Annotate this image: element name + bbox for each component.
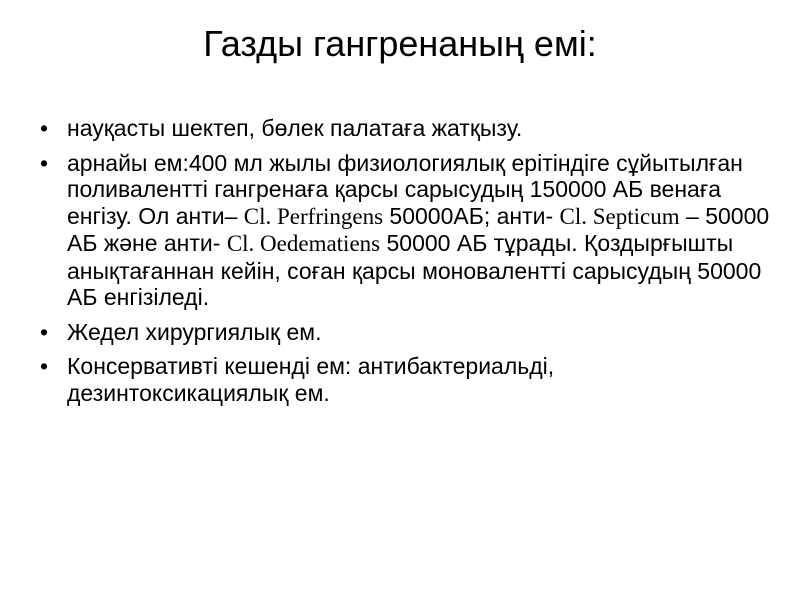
bullet-text: науқасты шектеп, бөлек палатаға жатқызу. — [67, 115, 523, 141]
organism-name: Cl. Perfringens — [243, 203, 384, 229]
bullet-text — [67, 150, 769, 311]
bullet-item — [40, 319, 770, 346]
organism-name: Cl. Oedematiens — [226, 231, 381, 256]
bullet-text-segment: 50000 АБ тұрады. Қоздырғышты анықтағаннан кейін, соған қарсы моновалентті сарысудың 50000 АБ енгізіледі. — [67, 230, 762, 310]
bullet-list — [40, 115, 770, 414]
bullet-icon: • — [40, 115, 49, 141]
bullet-text-segment: – 50000 АБ және анти- — [67, 202, 770, 256]
bullet-item — [40, 353, 770, 406]
bullet-text-segment: 50000АБ; анти- — [383, 202, 560, 229]
slide-title: Газды гангренаның емі: — [203, 23, 597, 64]
organism-name: Cl. Septicum — [559, 203, 680, 229]
bullet-text: Консервативті кешенді ем: антибактериальді, дезинтоксикациялық ем. — [67, 353, 555, 406]
bullet-icon: • — [40, 318, 49, 345]
bullet-icon: • — [40, 353, 49, 379]
bullet-item — [40, 115, 770, 142]
bullet-item — [40, 150, 770, 311]
bullet-text: Жедел хирургиялық ем. — [67, 318, 322, 345]
bullet-text-segment: арнайы ем:400 мл жылы физиологиялық ерітіндіге сұйытылған поливалентті гангренаға қарсы сарысудың 150000 АБ венаға енгізу. Ол анти– — [67, 149, 743, 229]
bullet-icon: • — [40, 149, 49, 176]
